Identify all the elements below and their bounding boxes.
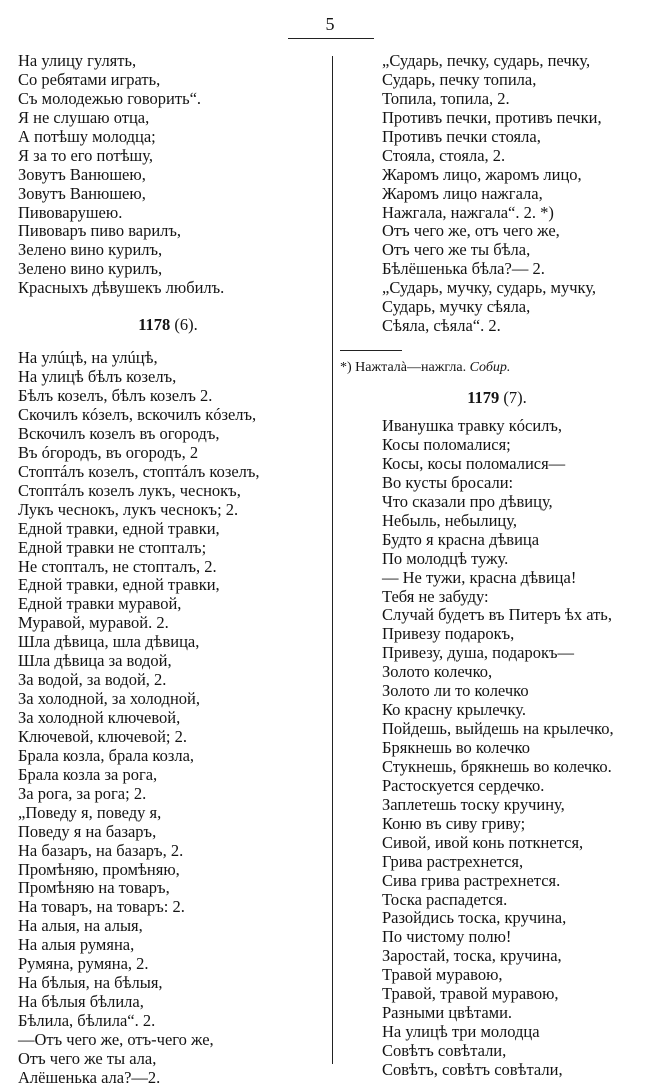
- verse-line: Я не слушаю отца,: [18, 107, 150, 127]
- verse-line: Стоптáлъ козелъ, стоптáлъ козелъ,: [18, 461, 260, 481]
- verse-line: Брала козла, брала козла,: [18, 745, 195, 765]
- verse-line: Стоптáлъ козелъ лукъ, чеснокъ,: [18, 480, 241, 500]
- column-divider: [332, 56, 333, 1064]
- verse-line: Нажгала, нажгала“. 2. *): [382, 202, 554, 222]
- verse-line: Брякнешь во колечко: [382, 738, 530, 757]
- footnote-source: Собир.: [469, 360, 511, 376]
- verse-line: Противъ печки, противъ печки,: [382, 107, 602, 127]
- verse-line: Привезу, душа, подарокъ—: [382, 643, 575, 663]
- verse-line: Едной травки, едной травки,: [18, 575, 220, 595]
- verse-line: Едной травки, едной травки,: [18, 518, 220, 538]
- verse-line: Травой, травой муравою,: [382, 984, 559, 1004]
- verse-line: Бѣлёшенька бѣла?— 2.: [382, 259, 545, 279]
- verse-line: За холодной, за холодной,: [18, 689, 200, 709]
- verse-line: На улицѣ три молодца: [382, 1022, 540, 1042]
- verse-line: Промѣняю на товаръ,: [18, 878, 170, 898]
- verse-line: Тоска распадется.: [382, 889, 508, 909]
- verse-line: Зелено вино курилъ,: [18, 259, 163, 279]
- verse-line: Едной травки муравой,: [18, 594, 182, 614]
- footnote: [340, 359, 652, 377]
- verse-line: Со ребятами играть,: [18, 69, 161, 89]
- verse-line: Едной травки не стопталъ;: [18, 537, 207, 557]
- verse-line: Небыль, небылицу,: [382, 510, 517, 530]
- verse-line: По чистому полю!: [382, 927, 512, 947]
- song-number: 1178: [138, 315, 171, 335]
- verse-line: Румяна, румяна, 2.: [18, 954, 149, 974]
- verse-line: Алёшенька ала?—2.: [18, 1067, 161, 1087]
- verse-line: Жаромъ лицо нажгала,: [382, 183, 543, 203]
- verse-line: Золото колечко,: [382, 662, 493, 682]
- verse-line: Зелено вино курилъ,: [18, 240, 163, 260]
- verse-line: Бѣлила, бѣлила“. 2.: [18, 1011, 156, 1030]
- verse-line: Косы поломалися;: [382, 435, 511, 454]
- verse-line: За водой, за водой, 2.: [18, 670, 167, 690]
- verse-line: Случай будетъ въ Питеръ ѣх ать,: [382, 605, 612, 625]
- verse-line: Ко красну крылечку.: [382, 700, 526, 720]
- verse-line: Грива растрехнется,: [382, 851, 524, 871]
- verse-line: Травой муравою,: [382, 965, 503, 985]
- verse-line: Растоскуется сердечко.: [382, 775, 545, 795]
- verse-line: Промѣняю, промѣняю,: [18, 859, 180, 879]
- song-heading-1178: [18, 314, 318, 336]
- verse-line: На улúцѣ, на улúцѣ,: [18, 348, 158, 368]
- verse-line: Пойдешь, выйдешь на крылечко,: [382, 719, 614, 739]
- verse-line: На улицу гулять,: [18, 51, 137, 70]
- verse-line: Шла дѣвица, шла дѣвица,: [18, 632, 200, 652]
- verse-line: Заплетешь тоску кручину,: [382, 794, 565, 814]
- verse-line: Разойдись тоска, кручина,: [382, 908, 567, 928]
- left-column: [18, 52, 318, 1088]
- song-subnumber: (7).: [503, 388, 527, 408]
- page-number: 5: [325, 14, 335, 34]
- verse-line: „Сударь, печку, сударь, печку,: [382, 51, 591, 70]
- verse-line: На алыя румяна,: [18, 935, 135, 955]
- verse-line: Тебя не забуду:: [382, 586, 489, 606]
- verse-line: Поведу я на базаръ,: [18, 821, 157, 841]
- right-column-verses-top: [382, 52, 652, 336]
- song-heading-1179: [342, 387, 652, 409]
- verse-line: Отъ чего же, отъ чего же,: [382, 221, 560, 241]
- verse-line: Стояла, стояла, 2.: [382, 145, 506, 165]
- verse-line: На базаръ, на базаръ, 2.: [18, 840, 184, 860]
- verse-line: Сѣяла, сѣяла“. 2.: [382, 316, 501, 336]
- verse-line: На улицѣ бѣлъ козелъ,: [18, 367, 177, 387]
- verse-line: Пивоварушею.: [18, 202, 123, 222]
- verse-line: Вскочилъ козелъ въ огородъ,: [18, 423, 220, 443]
- verse-line: Отъ чего же ты ала,: [18, 1048, 157, 1068]
- right-column-verses-bottom: [382, 417, 652, 1080]
- verse-line: — Не тужи, красна дѣвица!: [382, 567, 577, 587]
- verse-line: Съ молодежью говорить“.: [18, 88, 202, 108]
- footnote-text: *) Нажталà—нажгла.: [340, 360, 467, 376]
- left-column-verses-bottom: [18, 349, 318, 1088]
- verse-line: Будто я красна дѣвица: [382, 529, 540, 549]
- verse-line: Шла дѣвица за водой,: [18, 651, 172, 671]
- verse-line: Что сказали про дѣвицу,: [382, 491, 553, 511]
- verse-line: Противъ печки стояла,: [382, 126, 541, 146]
- verse-line: Брала козла за рога,: [18, 764, 158, 784]
- verse-line: Во кусты бросали:: [382, 472, 514, 492]
- verse-line: Иванушка травку кóсилъ,: [382, 416, 563, 436]
- verse-line: Я за то его потѣшу,: [18, 145, 153, 165]
- verse-line: Зовутъ Ванюшею,: [18, 183, 146, 203]
- verse-line: Зовутъ Ванюшею,: [18, 164, 146, 184]
- verse-line: А потѣшу молодца;: [18, 126, 156, 146]
- verse-line: Коню въ сиву гриву;: [382, 813, 526, 833]
- verse-line: На алыя, на алыя,: [18, 916, 143, 936]
- verse-line: Заростай, тоска, кручина,: [382, 946, 562, 966]
- verse-line: Ключевой, ключевой; 2.: [18, 726, 187, 746]
- verse-line: Муравой, муравой. 2.: [18, 613, 169, 633]
- verse-line: Жаромъ лицо, жаромъ лицо,: [382, 164, 582, 184]
- verse-line: Золото ли то колечко: [382, 681, 529, 701]
- verse-line: Сивой, ивой конь поткнется,: [382, 832, 584, 852]
- verse-line: Отъ чего же ты бѣла,: [382, 240, 531, 260]
- verse-line: За холодной ключевой,: [18, 708, 181, 727]
- verse-line: Красныхъ дѣвушекъ любилъ.: [18, 278, 225, 298]
- verse-line: Стукнешь, брякнешь во колечко.: [382, 756, 612, 776]
- verse-line: На бѣлыя, на бѣлыя,: [18, 973, 163, 993]
- verse-line: Топила, топила, 2.: [382, 88, 510, 108]
- verse-line: Сива грива растрехнется.: [382, 870, 561, 890]
- verse-line: Скочилъ кóзелъ, вскочилъ кóзелъ,: [18, 405, 257, 424]
- verse-line: Лукъ чеснокъ, лукъ чеснокъ; 2.: [18, 499, 239, 519]
- verse-line: Пивоваръ пиво варилъ,: [18, 221, 182, 241]
- footnote-rule: [340, 350, 402, 351]
- left-column-verses-top: [18, 52, 318, 298]
- verse-line: За рога, за рога; 2.: [18, 783, 147, 803]
- verse-line: „Сударь, мучку, сударь, мучку,: [382, 278, 597, 298]
- verse-line: Совѣтъ совѣтали,: [382, 1041, 507, 1060]
- header-rule: [288, 38, 374, 39]
- song-subnumber: (6).: [174, 315, 198, 335]
- verse-line: —Отъ чего же, отъ-чего же,: [18, 1029, 214, 1049]
- verse-line: Разными цвѣтами.: [382, 1003, 513, 1023]
- right-column: [340, 51, 652, 1080]
- verse-line: На товаръ, на товаръ: 2.: [18, 897, 185, 917]
- verse-line: Сударь, мучку сѣяла,: [382, 297, 531, 317]
- verse-line: Совѣтъ, совѣтъ совѣтали,: [382, 1059, 563, 1079]
- verse-line: Бѣлъ козелъ, бѣлъ козелъ 2.: [18, 386, 213, 406]
- verse-line: Косы, косы поломалися—: [382, 453, 566, 473]
- verse-line: Привезу подарокъ,: [382, 624, 515, 644]
- verse-line: По молодцѣ тужу.: [382, 548, 509, 568]
- verse-line: Не стопталъ, не стопталъ, 2.: [18, 556, 217, 576]
- verse-line: Сударь, печку топила,: [382, 69, 537, 89]
- verse-line: Въ óгородъ, въ огородъ, 2: [18, 442, 199, 462]
- verse-line: На бѣлыя бѣлила,: [18, 992, 144, 1012]
- verse-line: „Поведу я, поведу я,: [18, 802, 162, 822]
- song-number: 1179: [467, 388, 500, 408]
